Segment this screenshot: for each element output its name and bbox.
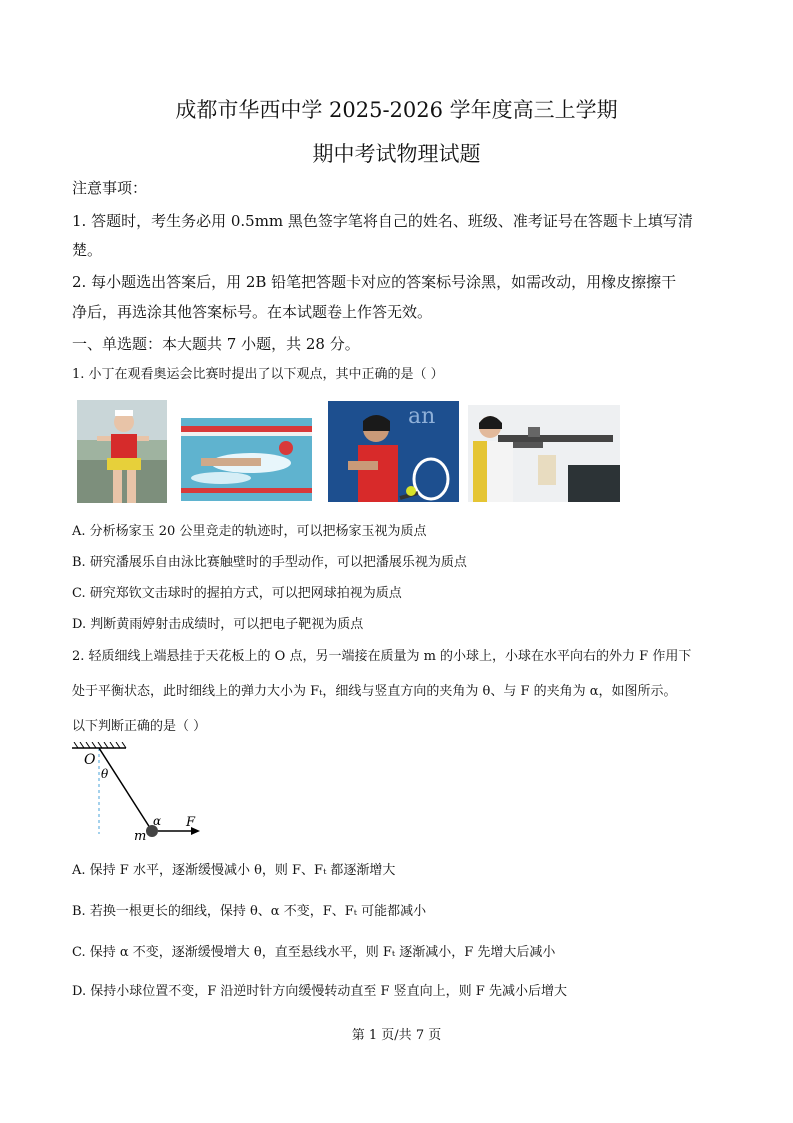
note-item-2-line1: 2. 每小题选出答案后，用 2B 铅笔把答题卡对应的答案标号涂黑，如需改动，用橡皮擦擦干	[72, 273, 677, 291]
svg-text:an: an	[408, 404, 436, 429]
string-line	[99, 748, 152, 831]
question-1-stem: 1. 小丁在观看奥运会比赛时提出了以下观点，其中正确的是（ ）	[72, 367, 444, 382]
label-F: F	[186, 815, 196, 830]
question-2-stem-line1: 2. 轻质细线上端悬挂于天花板上的 O 点，另一端接在质量为 m 的小球上，小球在水平向右的外力 F 作用下	[72, 649, 692, 664]
question-1-option-b: B. 研究潘展乐自由泳比赛触壁时的手型动作，可以把潘展乐视为质点	[72, 555, 467, 570]
note-item-1-line1: 1. 答题时，考生务必用 0.5mm 黑色签字笔将自己的姓名、班级、准考证号在答题卡上填写清	[72, 212, 693, 230]
label-O: O	[84, 752, 96, 768]
question-2-stem-line3: 以下判断正确的是（ ）	[72, 719, 207, 734]
question-2-stem-line2: 处于平衡状态，此时细线上的弹力大小为 Fₜ，细线与竖直方向的夹角为 θ、与 F 的夹角为 α，如图所示。	[72, 684, 677, 699]
shooter-photo	[468, 405, 620, 502]
label-m: m	[134, 829, 147, 842]
section-heading: 一、单选题：本大题共 7 小题，共 28 分。	[72, 335, 360, 353]
swimmer-photo	[181, 418, 312, 501]
question-1-option-d: D. 判断黄雨婷射击成绩时，可以把电子靶视为质点	[72, 617, 364, 632]
page-title-line2: 期中考试物理试题	[312, 142, 481, 166]
notes-heading: 注意事项：	[72, 179, 148, 197]
question-1-option-a: A. 分析杨家玉 20 公里竞走的轨迹时，可以把杨家玉视为质点	[72, 524, 427, 539]
label-theta: θ	[101, 767, 109, 781]
note-item-2-line2: 净后，再选涂其他答案标号。在本试题卷上作答无效。	[72, 303, 433, 321]
question-1-option-c: C. 研究郑钦文击球时的握拍方式，可以把网球拍视为质点	[72, 586, 402, 601]
ceiling-hatch	[74, 742, 126, 748]
pendulum-diagram	[70, 742, 210, 842]
race-walker-photo	[77, 400, 167, 503]
label-alpha: α	[153, 814, 162, 828]
question-2-option-d: D. 保持小球位置不变，F 沿逆时针方向缓慢转动直至 F 竖直向上，则 F 先减小后增大	[72, 984, 567, 999]
question-2-option-b: B. 若换一根更长的细线，保持 θ、α 不变，F、Fₜ 可能都减小	[72, 904, 427, 919]
note-item-1-line2: 楚。	[72, 241, 103, 259]
question-2-option-c: C. 保持 α 不变，逐渐缓慢增大 θ，直至悬线水平，则 Fₜ 逐渐减小，F 先增大后减小	[72, 945, 556, 960]
tennis-player-photo	[328, 401, 459, 502]
page-number: 第 1 页/共 7 页	[351, 1028, 442, 1043]
page-title-line1: 成都市华西中学 2025-2026 学年度高三上学期	[175, 98, 618, 122]
question-2-option-a: A. 保持 F 水平，逐渐缓慢减小 θ，则 F、Fₜ 都逐渐增大	[72, 863, 396, 878]
